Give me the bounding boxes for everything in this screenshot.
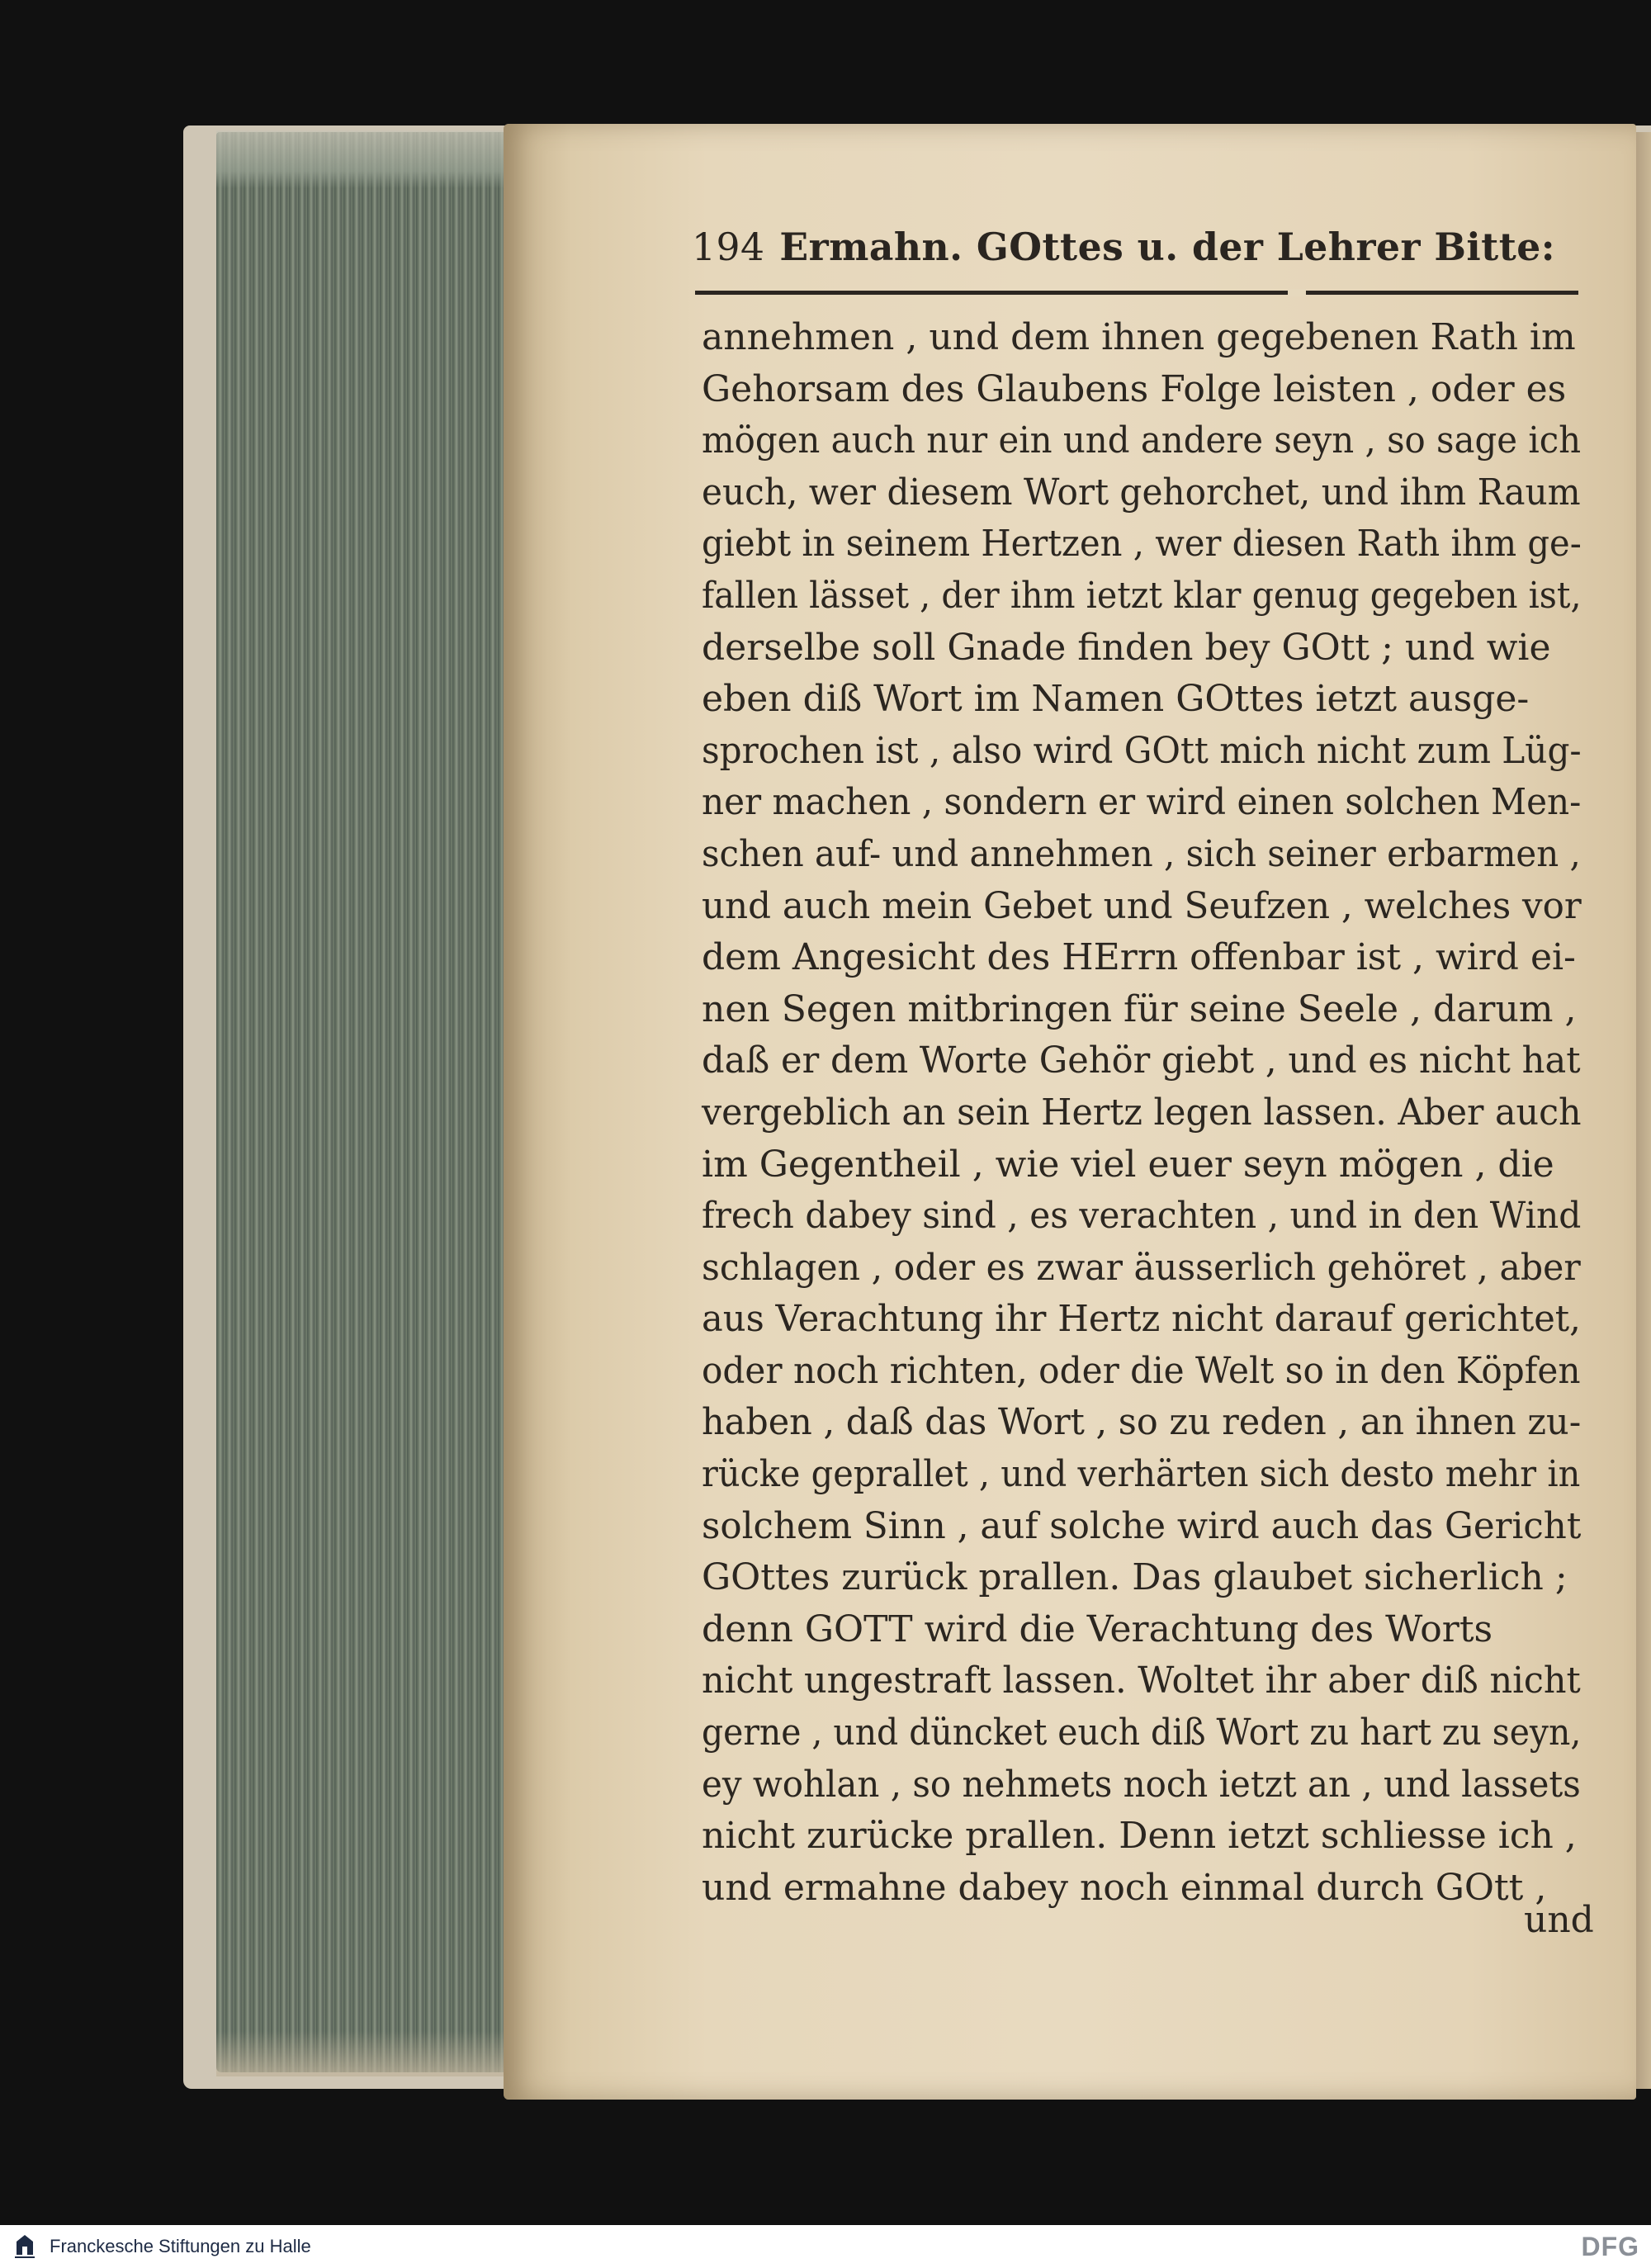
text-line: aus Verachtung ihr Hertz nicht darauf gerichtet,: [702, 1298, 1581, 1341]
fore-edge-bottom-shade: [216, 2031, 551, 2076]
institution-logo-icon: [8, 2230, 41, 2263]
text-line: fallen lässet , der ihm ietzt klar genug gegeben ist,: [702, 574, 1582, 617]
text-line: GOttes zurück prallen. Das glaubet sicherlich ;: [702, 1556, 1568, 1599]
running-head-title: Ermahn. GOttes u. der Lehrer Bitte:: [779, 225, 1556, 269]
footer-bar: [0, 2225, 1651, 2268]
text-line: und auch mein Gebet und Seufzen , welches vor: [702, 884, 1582, 927]
text-line: rücke geprallet , und verhärten sich desto mehr in: [702, 1453, 1581, 1496]
funder-logo: DFG: [1581, 2232, 1639, 2261]
institution-label: Franckesche Stiftungen zu Halle: [50, 2236, 311, 2256]
text-line: dem Angesicht des HErrn offenbar ist , wird ei-: [702, 936, 1576, 979]
page-number: 194: [692, 225, 765, 269]
text-line: denn GOTT wird die Verachtung des Worts: [702, 1607, 1493, 1650]
text-line: vergeblich an sein Hertz legen lassen. Aber auch: [702, 1091, 1582, 1134]
text-line: haben , daß das Wort , so zu reden , an ihnen zu-: [702, 1401, 1582, 1444]
text-line: nen Segen mitbringen für seine Seele , darum ,: [702, 987, 1577, 1030]
text-line: solchem Sinn , auf solche wird auch das Gericht: [702, 1504, 1582, 1547]
text-line: schlagen , oder es zwar äusserlich gehöret , aber: [702, 1246, 1581, 1289]
running-head: [692, 225, 1583, 282]
head-rule: [695, 291, 1578, 295]
text-line: giebt in seinem Hertzen , wer diesen Rath ihm ge-: [702, 523, 1582, 566]
text-line: und ermahne dabey noch einmal durch GOtt ,: [702, 1866, 1547, 1909]
text-line: nicht ungestraft lassen. Woltet ihr aber diß nicht: [702, 1660, 1581, 1702]
text-line: gerne , und düncket euch diß Wort zu hart zu seyn,: [702, 1712, 1582, 1754]
text-line: ey wohlan , so nehmets noch ietzt an , und lassets: [702, 1763, 1581, 1806]
text-line: Gehorsam des Glaubens Folge leisten , oder es: [702, 367, 1567, 410]
text-line: im Gegentheil , wie viel euer seyn mögen , die: [702, 1143, 1554, 1186]
text-line: euch, wer diesem Wort gehorchet, und ihm Raum: [702, 471, 1581, 514]
text-line: schen auf- und annehmen , sich seiner erbarmen ,: [702, 832, 1581, 875]
fore-edge-top-shade: [216, 130, 551, 188]
head-rule-gap: [1288, 289, 1306, 296]
text-line: frech dabey sind , es verachten , und in den Wind: [702, 1195, 1582, 1238]
text-line: eben diß Wort im Namen GOttes ietzt ausge-: [702, 678, 1530, 721]
text-line: derselbe soll Gnade finden bey GOtt ; und wie: [702, 626, 1551, 669]
text-line: daß er dem Worte Gehör giebt , und es nicht hat: [702, 1039, 1581, 1082]
text-line: oder noch richten, oder die Welt so in den Köpfen: [702, 1349, 1581, 1392]
catchword: und: [1524, 1899, 1594, 1941]
book-fore-edge: [216, 132, 551, 2072]
text-line: nicht zurücke prallen. Denn ietzt schliesse ich ,: [702, 1815, 1577, 1858]
text-line: ner machen , sondern er wird einen solchen Men-: [702, 781, 1582, 824]
body-text: [702, 312, 1585, 1914]
text-line: mögen auch nur ein und andere seyn , so sage ich: [702, 419, 1582, 462]
text-line: annehmen , und dem ihnen gegebenen Rath im: [702, 316, 1576, 358]
text-line: sprochen ist , also wird GOtt mich nicht zum Lüg-: [702, 729, 1582, 772]
